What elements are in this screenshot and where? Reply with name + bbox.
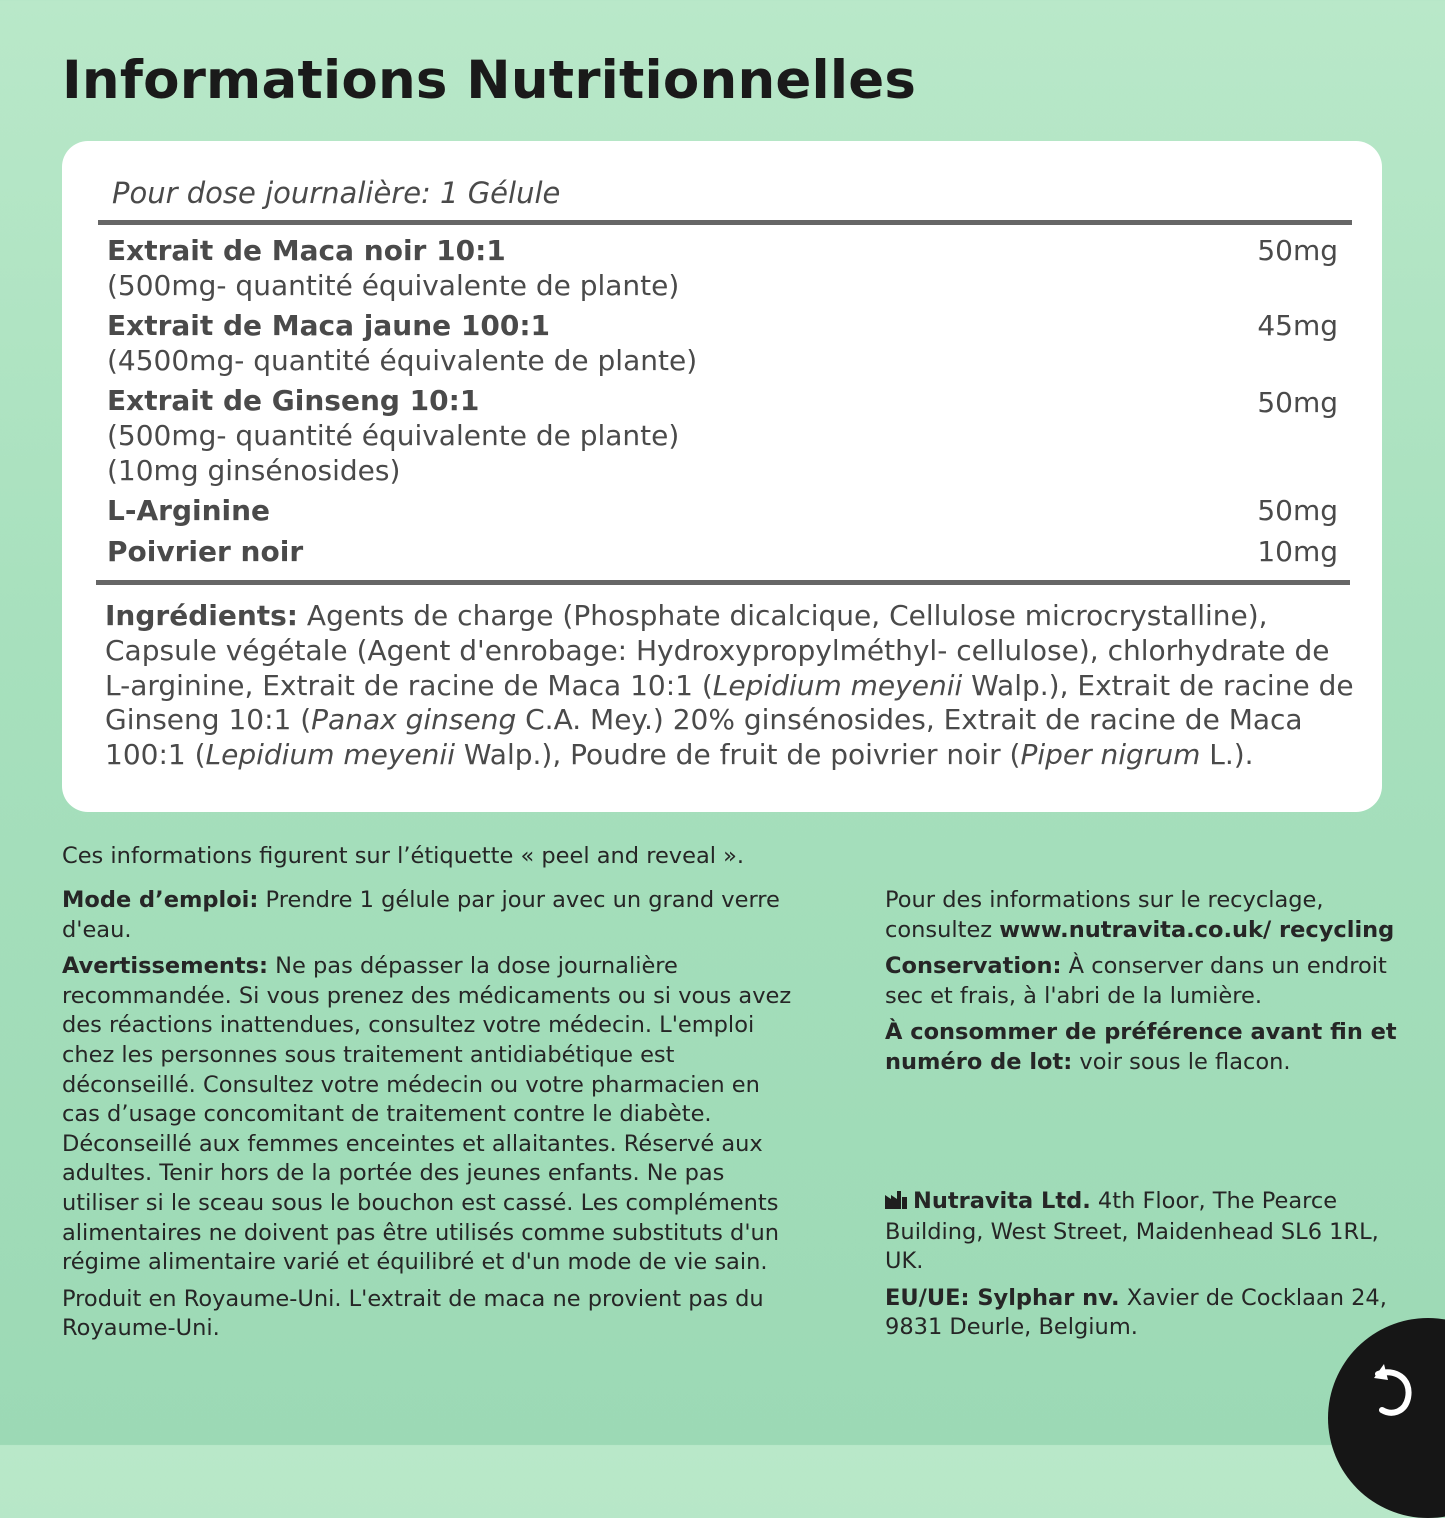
storage-label: Conservation: bbox=[885, 953, 1062, 980]
nutrient-amount: 50mg bbox=[1257, 386, 1338, 419]
peel-note: Ces informations figurent sur l’étiquette « peel and reveal ». bbox=[62, 843, 745, 869]
nutrient-row bbox=[107, 233, 1338, 303]
page-title: Informations Nutritionnelles bbox=[62, 50, 917, 111]
manufacturer-address-text: 4th Floor, The Pearce Building, West Street, Maidenhead SL6 1RL, UK. bbox=[885, 1188, 1379, 1275]
usage-text bbox=[62, 886, 802, 945]
best-before-text bbox=[885, 1018, 1405, 1077]
dose-label: Pour dose journalière: 1 Gélule bbox=[112, 176, 561, 210]
latin-name: Lepidium meyenii bbox=[712, 668, 963, 702]
nutrient-amount: 50mg bbox=[1257, 234, 1338, 267]
usage-label: Mode d’emploi: bbox=[62, 887, 259, 913]
ingredients-part: L.). bbox=[1200, 738, 1254, 772]
recycling-body: Pour des informations sur le recyclage, consultez bbox=[885, 887, 1324, 943]
ingredients-part: C.A. Mey.) 20% ginsénosides, Extrait de racine de Maca 100:1 ( bbox=[105, 703, 1303, 772]
eu-representative bbox=[885, 1284, 1405, 1343]
nutrient-name: Extrait de Maca jaune 100:1 bbox=[107, 309, 551, 342]
warnings-label: Avertissements: bbox=[62, 953, 269, 980]
storage-text bbox=[885, 952, 1405, 1011]
nutrition-panel bbox=[62, 141, 1382, 812]
ingredients-part: Walp.), Poudre de fruit de poivrier noir ( bbox=[454, 738, 1021, 772]
factory-icon bbox=[885, 1188, 907, 1218]
manufacturer-name: Nutravita Ltd. bbox=[913, 1188, 1091, 1214]
usage-body: Prendre 1 gélule par jour avec un grand verre d'eau. bbox=[62, 887, 780, 943]
best-before-label: À consommer de préférence avant fin et numéro de lot: bbox=[885, 1019, 1397, 1075]
info-column bbox=[885, 886, 1405, 1085]
warnings-text bbox=[62, 952, 802, 1278]
nutrient-detail: (4500mg- quantité équivalente de plante) bbox=[107, 344, 698, 377]
warnings-body: Ne pas dépasser la dose journalière recommandée. Si vous prenez des médicaments ou si vous avez des réactions inattendues, consultez votre médecin. L'emploi chez les personnes sous traitement antidiabétique est déconseillé. Consultez votre médecin ou votre pharmacien en cas d’usage concomitant de traitement contre le diabète. Déconseillé aux femmes enceintes et allaitantes. Réservé aux adultes. Tenir hors de la portée des jeunes enfants. Ne pas utiliser si le sceau sous le bouchon est cassé. Les compléments alimentaires ne doivent pas être utilisés comme substituts d'un régime alimentaire varié et équilibré et d'un mode de vie sain. bbox=[62, 953, 792, 1276]
nutrient-detail: (10mg ginsénosides) bbox=[107, 454, 401, 487]
latin-name: Panax ginseng bbox=[311, 703, 517, 737]
recycling-link[interactable]: www.nutravita.co.uk/ recycling bbox=[999, 916, 1395, 943]
nutrient-row bbox=[107, 383, 1338, 488]
ingredients-text bbox=[105, 599, 1355, 773]
best-before-body: voir sous le flacon. bbox=[1072, 1048, 1291, 1075]
storage-body: À conserver dans un endroit sec et frais, à l'abri de la lumière. bbox=[885, 953, 1387, 1009]
manufacturer-address bbox=[885, 1187, 1405, 1277]
recycling-text bbox=[885, 886, 1405, 945]
nutrient-row bbox=[107, 308, 1338, 378]
eu-rep-label: EU/UE: Sylphar nv. bbox=[885, 1284, 1120, 1311]
ingredients-part: Walp.), Extrait de racine de Ginseng 10:1 ( bbox=[105, 668, 1354, 737]
ingredients-label: Ingrédients: bbox=[105, 599, 299, 632]
nutrient-row bbox=[107, 493, 1338, 528]
divider bbox=[98, 220, 1352, 225]
nutrient-amount: 10mg bbox=[1257, 535, 1338, 568]
nutrient-detail: (500mg- quantité équivalente de plante) bbox=[107, 269, 680, 302]
nutrient-detail: (500mg- quantité équivalente de plante) bbox=[107, 419, 680, 452]
usage-column bbox=[62, 886, 802, 1351]
ingredients-part: Agents de charge (Phosphate dicalcique, Cellulose microcrystalline), Capsule végétale (Agent d'enrobage: Hydroxypropylméthyl- cellulose), chlorhydrate de L-arginine, Extrait de racine de Maca 10:1 ( bbox=[105, 599, 1330, 702]
eu-rep-address: Xavier de Cocklaan 24, 9831 Deurle, Belgium. bbox=[885, 1284, 1387, 1341]
nutrient-name: Extrait de Maca noir 10:1 bbox=[107, 234, 506, 267]
latin-name: Piper nigrum bbox=[1020, 738, 1201, 772]
nutrient-name: Extrait de Ginseng 10:1 bbox=[107, 384, 480, 417]
nutrient-name: L-Arginine bbox=[107, 494, 271, 527]
nutrient-amount: 50mg bbox=[1257, 494, 1338, 527]
address-block bbox=[885, 1187, 1405, 1350]
nutrient-amount: 45mg bbox=[1257, 309, 1338, 342]
latin-name: Lepidium meyenii bbox=[205, 738, 455, 772]
peel-arrow-icon bbox=[1372, 1360, 1418, 1426]
divider bbox=[96, 580, 1350, 585]
nutrient-name: Poivrier noir bbox=[107, 535, 304, 568]
nutrient-row bbox=[107, 534, 1338, 569]
origin-text: Produit en Royaume-Uni. L'extrait de maca ne provient pas du Royaume-Uni. bbox=[62, 1285, 764, 1342]
